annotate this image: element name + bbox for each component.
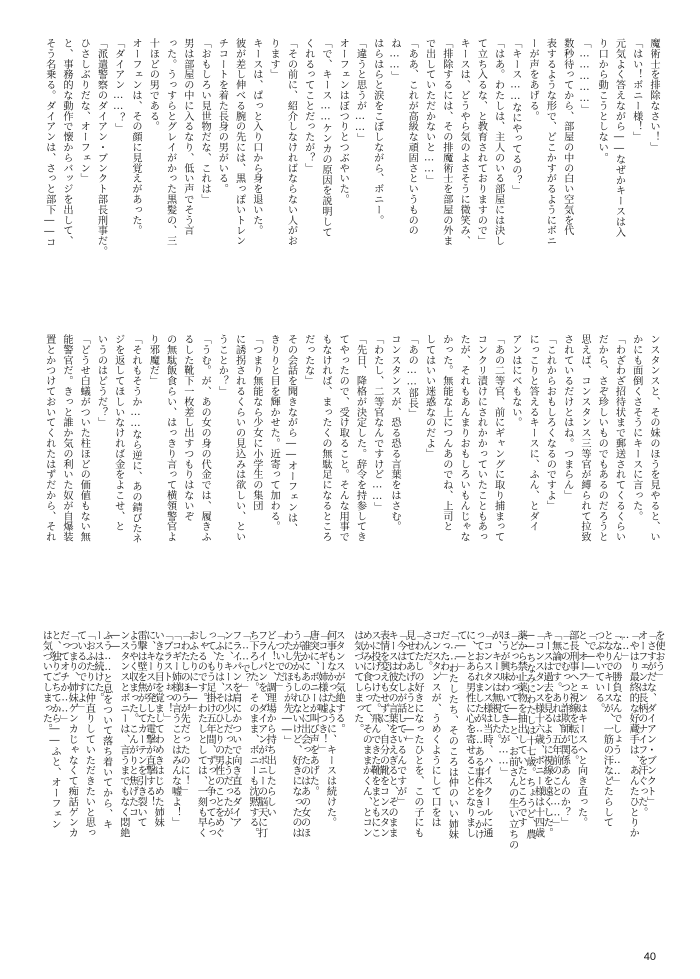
text-column: 「今はわたしが話しているんですが」 <box>394 630 406 807</box>
text-column: 思えば、コンスタンス三等官が縛られて拉致 <box>578 334 590 542</box>
text-column: だから、さぞ珍しいものでもあるのだろうと <box>596 334 608 542</box>
text-column: 「排除するには、その排魔術士を部屋の外ま <box>440 38 452 246</box>
text-column: たが、それもあんまりおもしろいもんじゃな <box>458 334 470 542</box>
text-column: 魔術士を排除なさい！」 <box>648 38 659 153</box>
text-column: ンスタンスとボニーは、言うまでもなく悶絶 <box>117 630 129 838</box>
text-column: ふう……と息をついて落ち着いてから、キ <box>100 630 112 830</box>
text-column: フライパンを肩にかついで向き直るダイア <box>229 630 241 828</box>
text-column: オーフェンはぼつりとつぶやいた。 <box>337 38 349 205</box>
text-column: の無駄飯食らい、はっきり言って横領警官よ <box>164 334 176 542</box>
text-column: って、もう足掛け五年間、ずっと争ってらっ <box>203 630 215 838</box>
text-column: だったな」 <box>302 334 314 386</box>
text-column: 「どっちかって――と、お前さんの生い立ちの <box>506 630 518 850</box>
text-column: 「ああ、これが高級な頑固さというものの <box>406 38 418 236</box>
text-column: 「で、キース……ケンカの原因を説明して <box>319 38 331 238</box>
text-column: 「無論です。あれは、五年前のこと……」 <box>549 630 561 830</box>
text-column: 「はあ。わたしは、主人のいる部屋には決し <box>492 38 504 246</box>
text-column: 「なんの勝負なんでしょう……」 <box>609 630 621 788</box>
text-tier-top <box>40 38 662 306</box>
text-column: 「コギー姉様は嘘つき！」 <box>315 630 327 755</box>
text-column: キースは彼女の言葉をさえぎると、そのまま <box>386 630 398 838</box>
text-tier-bottom <box>40 630 662 950</box>
text-column: 「ブラストぉっ！」 <box>160 630 172 724</box>
text-column: うことか？」 <box>216 334 228 397</box>
text-column: チコートを着た長身の男がいる。 <box>216 38 228 194</box>
text-column: くれるってことだったが？」 <box>302 38 314 174</box>
text-column: ースは続けた。 <box>92 630 103 703</box>
text-column: わたしのほうが先――」 <box>281 630 293 746</box>
text-column: 「……わたしたち、そのころは仲のいい姉妹 <box>446 630 458 840</box>
text-column: フライパンを、ダイアンがボニーの脳天に打 <box>255 630 267 838</box>
text-column: スに投げつけた。飛んできた靴をまともにこ <box>368 630 380 838</box>
text-column: だったわ」 <box>437 630 449 682</box>
text-column: コンスタンスが、恐る恐る言葉をはさむ。 <box>389 334 401 532</box>
text-column: 表情を変えもせずに、自分の靴をコンスタン <box>377 630 389 838</box>
page-number: 40 <box>643 951 656 963</box>
text-column: 「はい！ボニー様！」 <box>630 38 642 142</box>
text-column: ひさしぶりだな、オーフェン」 <box>78 38 90 184</box>
text-column: かにも面倒くさそうにキースに言った。 <box>630 334 642 522</box>
text-column: を使おう」 <box>653 630 664 682</box>
text-column: してはいい迷惑なのだよ」 <box>423 334 435 459</box>
text-column: 元気よく答えながら――なぜかキースは入 <box>613 38 625 238</box>
text-column: 表するような形で、どこかすがるようにボニ <box>544 38 556 246</box>
text-column: っておられましたが……ある事件をきっかけ <box>472 630 484 840</box>
text-column: 「わざわざ招待状まで郵送されてくるくらい <box>613 334 625 542</box>
text-column: 雷撃は壁を焦がしてカーテンを引き裂いて <box>135 630 147 828</box>
text-column: 「先日、降格が決定した。辞令を持参してき <box>354 334 366 542</box>
text-column: 「……………」 <box>578 38 590 115</box>
text-column: 彼が差し伸べる腕の先には、黒っぽいトレン <box>233 38 245 246</box>
text-column: 十ほどの男である。 <box>147 38 159 132</box>
text-column: 薬から禁止薬物を抽出していたところです <box>515 630 527 828</box>
text-column: り口から動こうとしない。 <box>596 38 608 163</box>
text-column: 「つまり無能なら少女に小学生の集団 <box>250 334 262 511</box>
text-column: 置とかつけておいてくれたはずだから、それ <box>43 334 55 542</box>
text-column: どん！と、調理場から持ち出したらしい <box>264 630 276 818</box>
text-column: キースは過去を見るように視線を遠くした。 <box>541 630 553 838</box>
text-column: ジを返してほしいなければ金をよこせ、と <box>112 334 124 532</box>
text-column: しゃるのです。わたしとしては、一刻も早く <box>195 630 207 838</box>
text-column: 部長刑事へと視線を転じる。 <box>566 630 578 766</box>
text-column: ね……」 <box>389 38 401 82</box>
text-column: となりでキースが、一筋の汗などたらして <box>601 630 613 828</box>
text-column: いきなり目を覚ましてわめきはじめた姉妹 <box>152 630 164 828</box>
text-column: に、とある男性に心を寄せることとなりまし <box>463 630 475 838</box>
text-column: いうのはどうだ？」 <box>95 334 107 428</box>
text-column: に、キースが発した電撃が直撃する！ <box>143 630 155 807</box>
text-column: 「コンスタンス様は当時、ハイスクールに通 <box>480 630 492 838</box>
text-column: うが先かもしれないけど、好きになったのは <box>290 630 302 838</box>
text-column: かった。無能な上につんあのでね、上司と <box>440 334 452 532</box>
text-column: そう名乗る。ダイアンは、さっと部下――コ <box>43 38 55 248</box>
text-column: が、キースは無視した。 <box>489 630 501 745</box>
text-column: ーが声をあげる。 <box>527 38 539 122</box>
text-column: てやったので、受け取ること。そんな用事で <box>337 334 349 542</box>
text-column: コンクリ漬けにされかかっていたこともあっ <box>475 334 487 542</box>
text-column: 「派遣警察のダイアン・ブンクト部長刑事だ。 <box>95 38 107 257</box>
text-column: と、オーフェンはキースへと向き直った。 <box>575 630 587 828</box>
text-column: 「誰かにあのひとに出会ったのはあの女のほ <box>298 630 310 838</box>
text-column: 「うむ。が、あの女の身の代金では、履きふ <box>199 334 211 542</box>
text-column: 「ダイアン……？」 <box>112 38 124 134</box>
text-column: だってオチか……」 <box>57 630 69 726</box>
text-column: ほうが興味わいてきたが……」 <box>498 630 510 778</box>
text-column: 見せてあげようと――」 <box>403 630 415 746</box>
text-column: もなければ、まったくの無駄足になるところ <box>319 334 331 542</box>
text-column: キースは、どうやら気のよさそうに微笑み、 <box>458 38 470 246</box>
text-column: めかみに食らって、そのままかくん、とコン <box>360 630 372 838</box>
text-column: 「キース……なにやってるの？」 <box>509 38 521 196</box>
text-column: に誘拐されるくらいの見込みは欲しい、とい <box>233 334 245 542</box>
text-column: スタンスが気絶する。 <box>333 630 345 734</box>
text-column: と、事務的な動作で懐からバッジを出して、 <box>60 38 72 246</box>
text-column: 「その前に、紹介しなければならない人がお <box>285 38 297 246</box>
text-column: 「コンスタンス様十六歳、ボニー様は十四歳 <box>532 630 544 838</box>
text-column: は気づいてしまった。 <box>40 630 52 734</box>
text-column: 男は部屋の中に入るなり、低い声でそう言 <box>181 38 193 236</box>
text-column: 「おもしろい見世物だな、これは」 <box>199 38 211 205</box>
text-column: 「わたしの好きになったひとを、この子にも <box>411 630 423 838</box>
text-column: った。うっすらとグレイがかった黒髪の、三 <box>164 38 176 246</box>
text-column: は気づいてしまった。 <box>351 630 363 734</box>
text-column: で出していただかないと……」 <box>423 38 435 186</box>
text-tier-middle <box>40 334 662 602</box>
text-column: 「コギー姉様の言うことはみんな嘘よ！」 <box>169 630 181 828</box>
text-column: 「このむっつり詐欺師が関係あんのか？」 <box>558 630 570 828</box>
text-column: ようやく収まった。こんがりと焦げたコ <box>126 630 138 818</box>
text-column: 唐突に、ボニーが叫び声をあげた。 <box>307 630 319 797</box>
text-column: アンはにべもない。 <box>509 334 521 428</box>
text-column: オーフェンは長柄のナイフを汗ぐった。 <box>635 630 647 818</box>
text-column: きりりと目を輝かせた。近寄って加わる。 <box>268 334 280 532</box>
text-column: 「わたしのほうが先だったのに！」 <box>178 630 190 797</box>
text-column: 「あの……部長」 <box>406 334 418 419</box>
text-column: 数秒待ってから、部屋の中の白い空気を代 <box>561 38 573 236</box>
text-column: と、独りごちてから――ふと、オーフェン <box>48 630 60 830</box>
text-column: ります」 <box>268 38 280 80</box>
text-column: 「つまり、姉妹ゲンカじゃなくて痴話ゲンカ <box>66 630 78 838</box>
text-column: 「ふたりは、そのひとりの男性のことをめぐ <box>212 630 224 838</box>
text-column: 「どうせ白蟻がついた柱ほどの価値もない無 <box>78 334 90 542</box>
text-column: るした靴下一枚差し出すつもりはないぞ <box>181 334 193 522</box>
text-column: 「ついでだ」 <box>272 630 284 693</box>
text-column: 「それもそうか……なら逆に、あの錆びたネ <box>130 334 142 544</box>
text-column: つぶやいている。 <box>592 630 604 714</box>
text-column: ンスタンスと、その妹のほうを見やると、い <box>648 334 659 542</box>
text-column: て――」 <box>454 630 466 674</box>
text-column: 「おふたりに仲直りしていただきたいと思っ <box>83 630 95 838</box>
text-column: 「やはり最終的な好蔵手は、あんたひとりか <box>627 630 639 838</box>
text-column: さんだ。 <box>420 630 432 672</box>
text-column: その会話を聞きながら――オーフェンは、 <box>285 334 297 534</box>
block-gap <box>342 630 352 950</box>
text-column: 「これからおもしろくなるのですよ」 <box>544 334 556 511</box>
text-column: コンスタンスが、うめくようにして口をは <box>429 630 441 828</box>
text-column: ―― <box>109 630 121 653</box>
text-column: ……」 <box>618 630 630 663</box>
text-column: り邪魔だ」 <box>147 334 159 386</box>
text-column: 能警官だ。きっと誰か気の利いた奴が自爆装 <box>60 334 72 542</box>
text-column: 「あの二等官、前にギャングに取り捕まって <box>492 334 504 542</box>
text-column: 「わたし、二等官なんですけど……」 <box>371 334 383 513</box>
text-column: 「……で？」 <box>238 630 250 694</box>
text-column: おふたりに――」 <box>186 630 198 715</box>
text-column: にっこりと答えるキースに、ふん、とダイ <box>527 334 539 532</box>
text-column: はらはらと涙をこぼしながら、ボニー。 <box>371 38 383 226</box>
text-column: て立ち入るな、と教育されておりますので」 <box>475 38 487 246</box>
text-column: ち下ろした。そのまま、ボニーも沈黙する。 <box>246 630 258 838</box>
text-column: ――ちなみにわたしは十七歳。ちょうど、農 <box>523 630 535 840</box>
text-column: 「さすがだな、ダイアン・ブンクト」 <box>644 630 656 807</box>
text-column: ンに、キースは少しだったようだったが、 <box>221 630 233 828</box>
text-column: 「で――」 <box>584 630 596 684</box>
text-column: オーフェンは、その顔に見覚えがあった。 <box>130 38 142 236</box>
text-column: されているだけとはね。つまらん」 <box>561 334 573 501</box>
text-column: 「違うと思うが……」 <box>354 38 366 144</box>
text-column: ているのですよ」 <box>74 630 86 714</box>
text-column: 何事もなかったように、キースは続けた。 <box>324 630 336 828</box>
text-column: キースは、ぱっと入り口から身を退いた。 <box>250 38 262 236</box>
